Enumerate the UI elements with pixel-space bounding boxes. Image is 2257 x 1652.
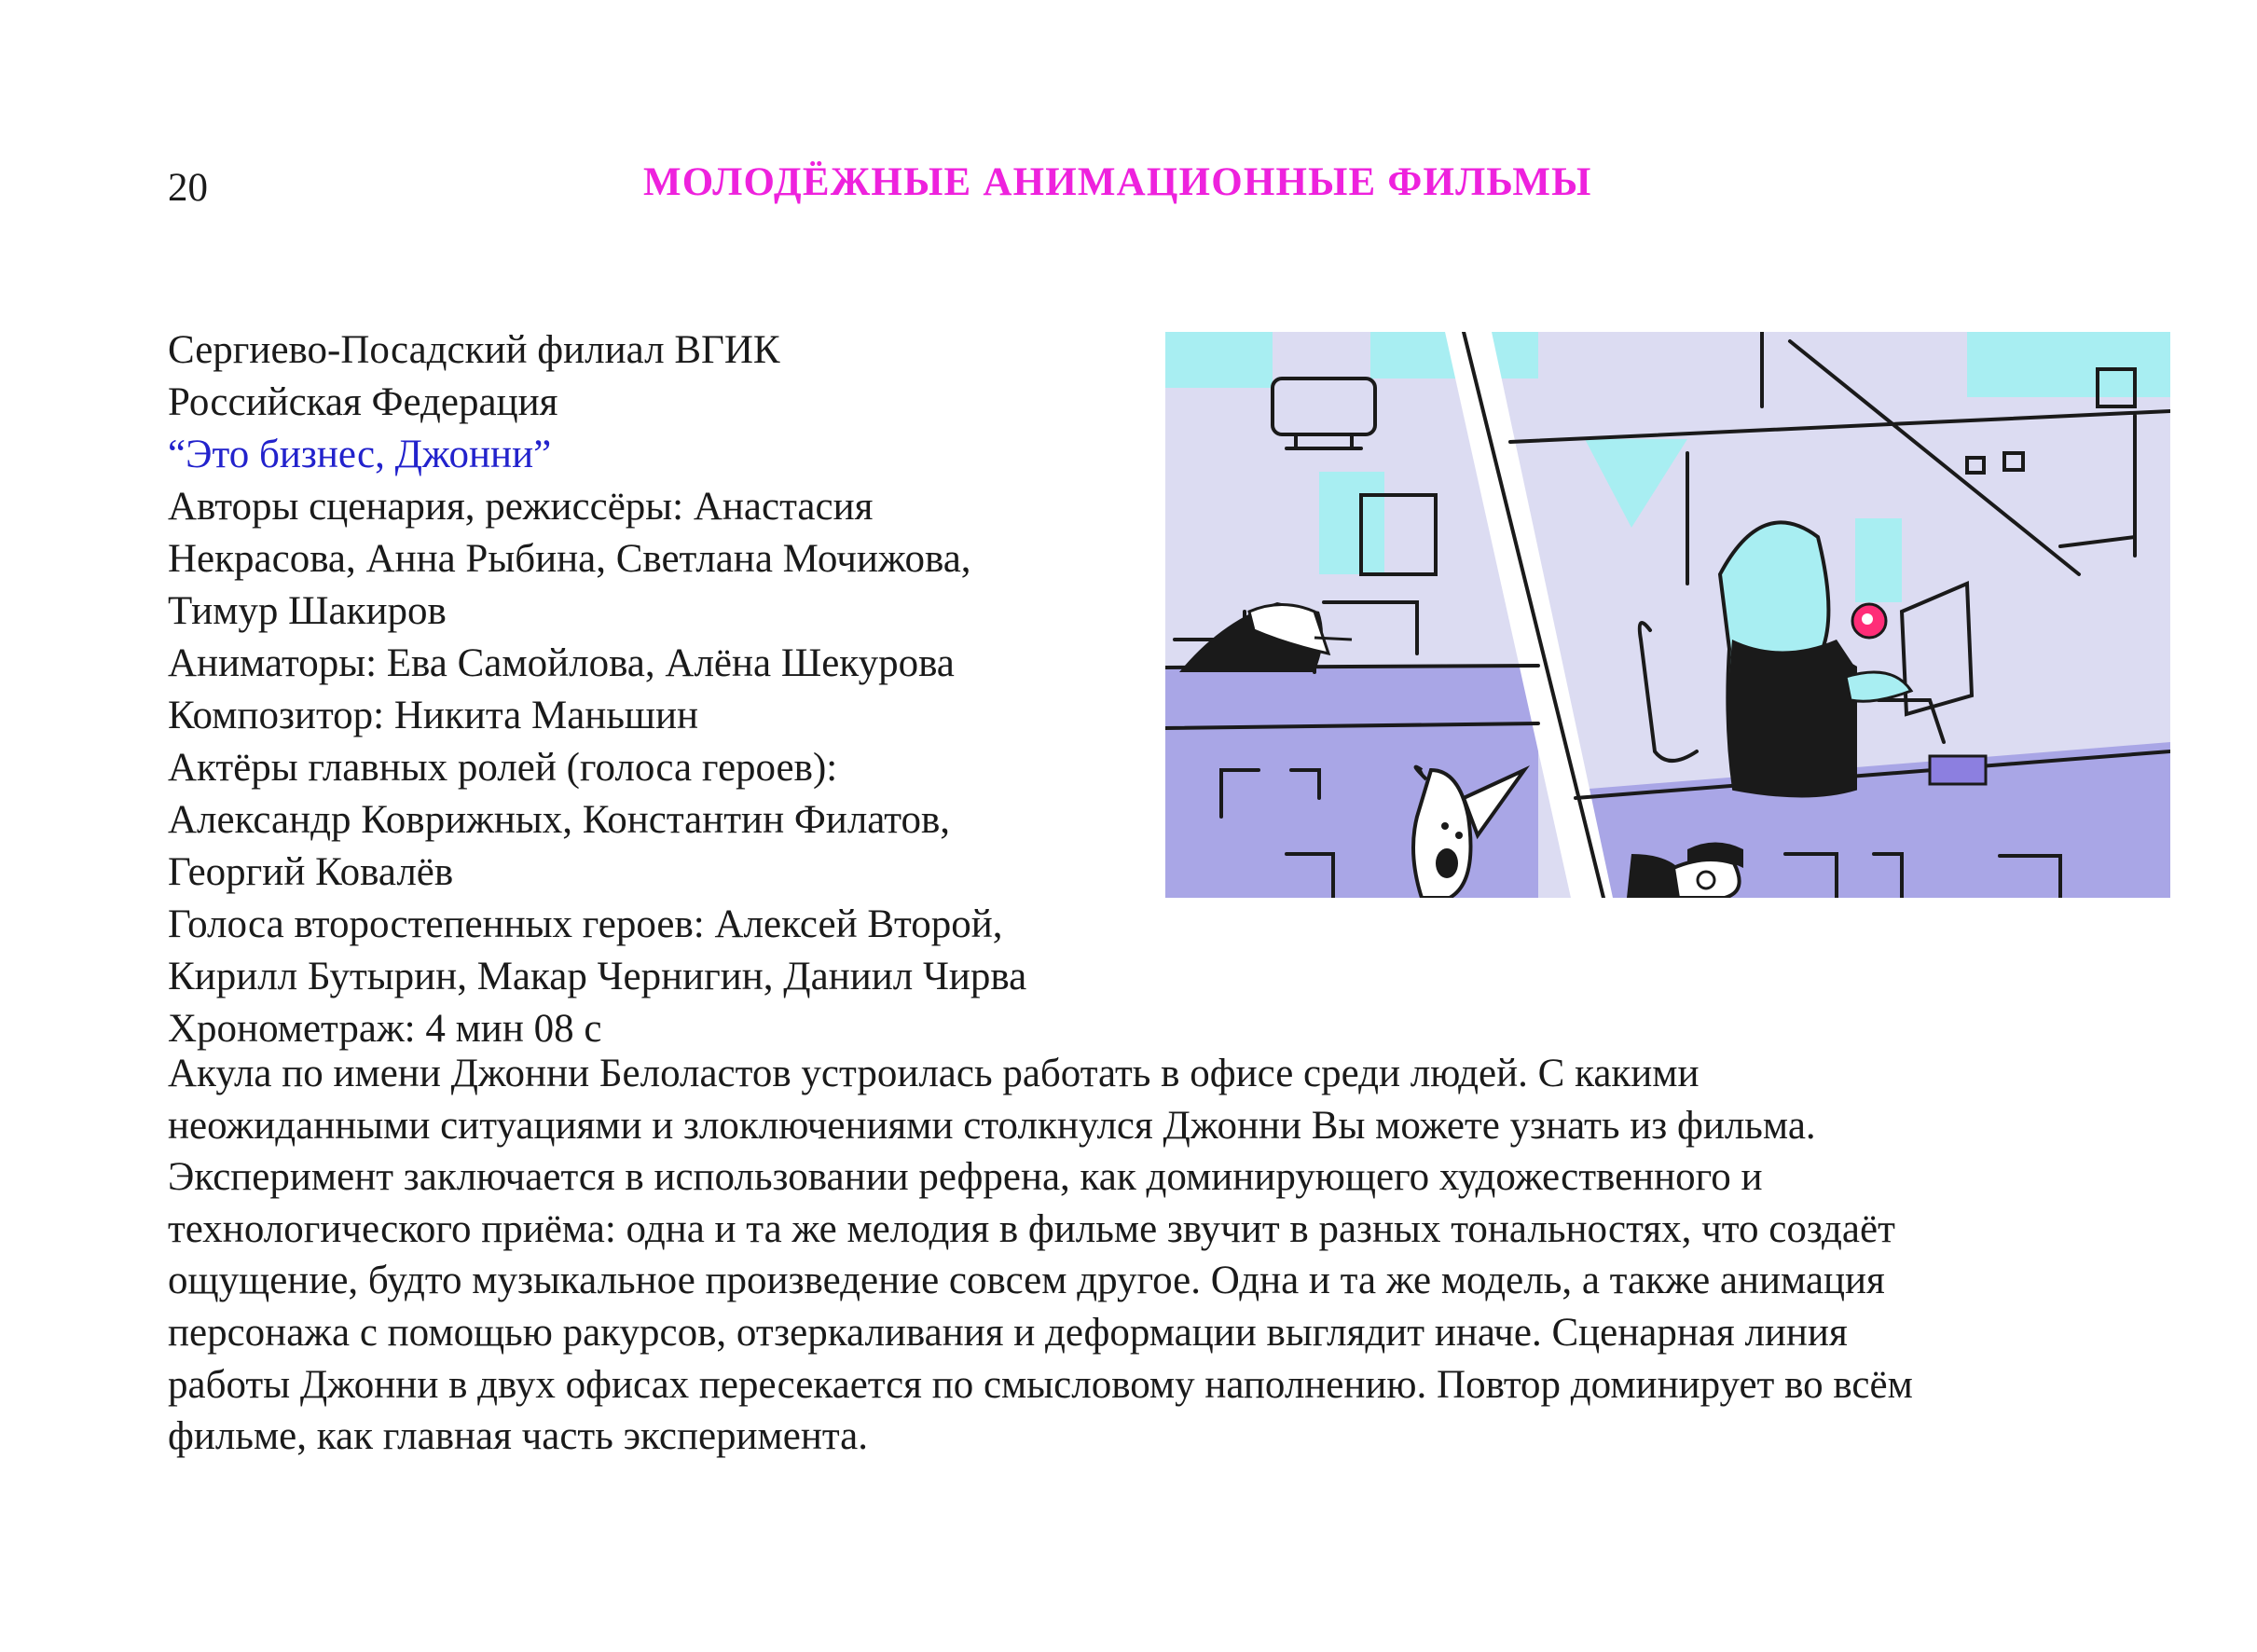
credits-line: Авторы сценария, режиссёры: Анастасия (168, 485, 874, 529)
film-still-illustration (1165, 332, 2170, 898)
description-line: работы Джонни в двух офисах пересекается по смысловому наполнению. Повтор доминирует во всём (168, 1362, 1913, 1407)
description-line: неожиданными ситуациями и злоключениями столкнулся Джонни Вы можете узнать из фильма. (168, 1103, 1816, 1148)
credits-line: Тимур Шакиров (168, 589, 447, 633)
description-line: Эксперимент заключается в использовании рефрена, как доминирующего художественного и (168, 1155, 1763, 1200)
description-line: Акула по имени Джонни Белоластов устроилась работать в офисе среди людей. С какими (168, 1052, 1700, 1095)
credits-line: Кирилл Бутырин, Макар Чернигин, Даниил Чирва (168, 955, 1027, 998)
description-line: технологического приёма: одна и та же мелодия в фильме звучит в разных тональностях, что создаёт (168, 1206, 1895, 1251)
description-line: ощущение, будто музыкальное произведение совсем другое. Одна и та же модель, а также анимация (168, 1259, 1885, 1303)
credits-line: Некрасова, Анна Рыбина, Светлана Мочижова, (168, 537, 971, 581)
description-line: персонажа с помощью ракурсов, отзеркаливания и деформации выглядит иначе. Сценарная линия (168, 1310, 1848, 1355)
country-line: Российская Федерация (168, 380, 558, 424)
institution-line: Сергиево-Посадский филиал ВГИК (168, 328, 780, 372)
runtime-line: Хронометраж: 4 мин 08 с (168, 1007, 602, 1051)
film-title: “Это бизнес, Джонни” (168, 433, 552, 476)
credits-line: Голоса второстепенных героев: Алексей Второй, (168, 902, 1003, 946)
credits-line: Композитор: Никита Маньшин (168, 694, 699, 737)
page-number: 20 (168, 166, 208, 210)
description-line: фильме, как главная часть эксперимента. (168, 1414, 869, 1459)
credits-line: Аниматоры: Ева Самойлова, Алёна Шекурова (168, 641, 955, 685)
office-cubicles-shark-illustration (1165, 332, 2170, 898)
section-header: МОЛОДЁЖНЫЕ АНИМАЦИОННЫЕ ФИЛЬМЫ (643, 160, 1592, 204)
credits-line: Георгий Ковалёв (168, 850, 454, 894)
film-info (168, 324, 1193, 1055)
credits-line: Актёры главных ролей (голоса героев): (168, 746, 838, 790)
credits-line: Александр Коврижных, Константин Филатов, (168, 798, 951, 842)
film-description (168, 1048, 2163, 1463)
